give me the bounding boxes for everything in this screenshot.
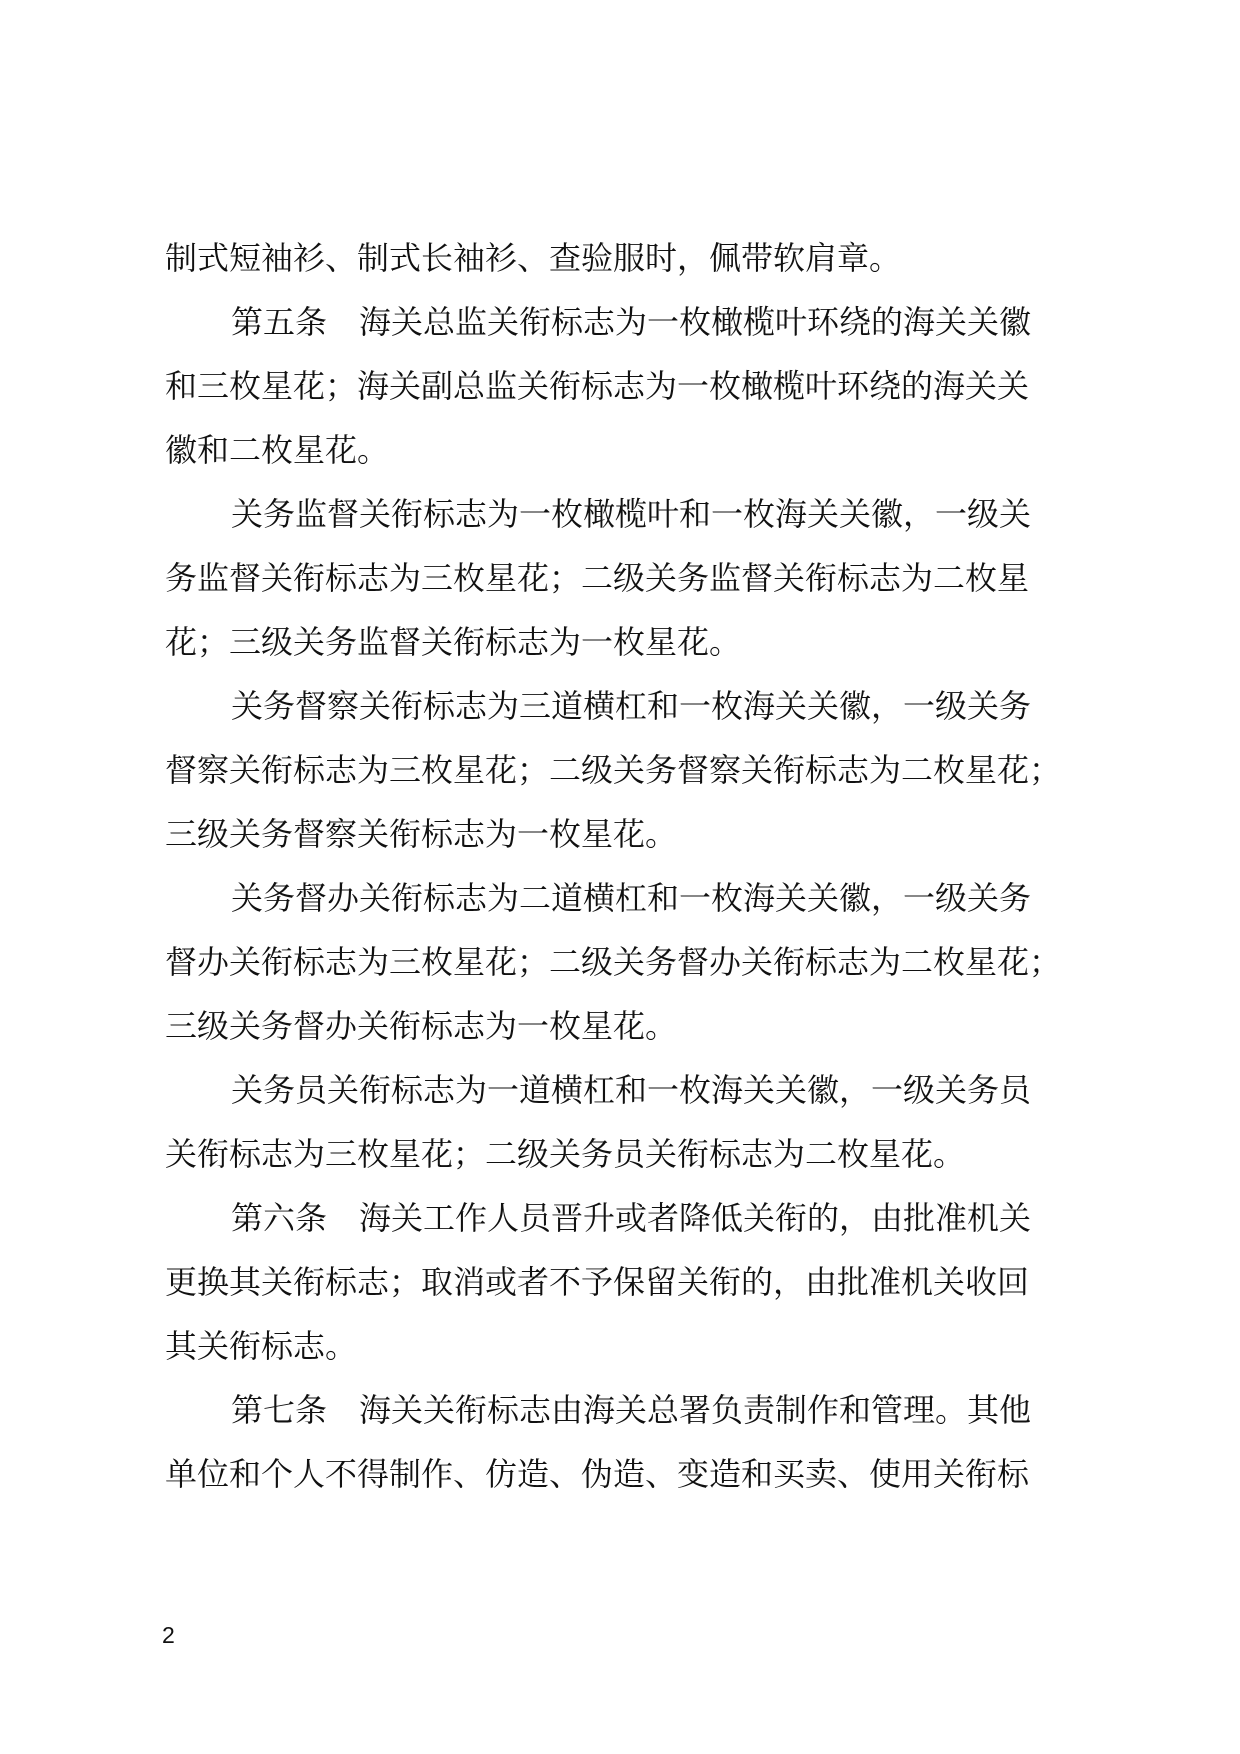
text-line: 和三枚星花；海关副总监关衔标志为一枚橄榄叶环绕的海关关	[165, 367, 1030, 405]
text-line: 关务督察关衔标志为三道横杠和一枚海关关徽，一级关务	[231, 687, 1032, 725]
page-number: 2	[162, 1622, 175, 1648]
text-line: 务监督关衔标志为三枚星花；二级关务监督关衔标志为二枚星	[165, 559, 1030, 597]
text-line: 制式短袖衫、制式长袖衫、查验服时，佩带软肩章。	[165, 239, 902, 277]
article-6-heading-line: 第六条 海关工作人员晋升或者降低关衔的，由批准机关	[231, 1199, 1032, 1237]
text-line: 徽和二枚星花。	[165, 431, 390, 469]
text-line: 督办关衔标志为三枚星花；二级关务督办关衔标志为二枚星花；	[165, 943, 1062, 981]
text-line: 其关衔标志。	[165, 1327, 358, 1365]
text-line: 三级关务督察关衔标志为一枚星花。	[165, 815, 678, 853]
text-line: 关务监督关衔标志为一枚橄榄叶和一枚海关关徽，一级关	[231, 495, 1032, 533]
text-line: 花；三级关务监督关衔标志为一枚星花。	[165, 623, 742, 661]
text-line: 关务督办关衔标志为二道横杠和一枚海关关徽，一级关务	[231, 879, 1032, 917]
text-line: 关务员关衔标志为一道横杠和一枚海关关徽，一级关务员	[231, 1071, 1032, 1109]
text-line: 关衔标志为三枚星花；二级关务员关衔标志为二枚星花。	[165, 1135, 966, 1173]
text-line: 更换其关衔标志；取消或者不予保留关衔的，由批准机关收回	[165, 1263, 1030, 1301]
text-line: 单位和个人不得制作、仿造、伪造、变造和买卖、使用关衔标	[165, 1455, 1030, 1493]
article-5-heading-line: 第五条 海关总监关衔标志为一枚橄榄叶环绕的海关关徽	[231, 303, 1032, 341]
text-line: 督察关衔标志为三枚星花；二级关务督察关衔标志为二枚星花；	[165, 751, 1062, 789]
article-7-heading-line: 第七条 海关关衔标志由海关总署负责制作和管理。其他	[231, 1391, 1032, 1429]
text-line: 三级关务督办关衔标志为一枚星花。	[165, 1007, 678, 1045]
